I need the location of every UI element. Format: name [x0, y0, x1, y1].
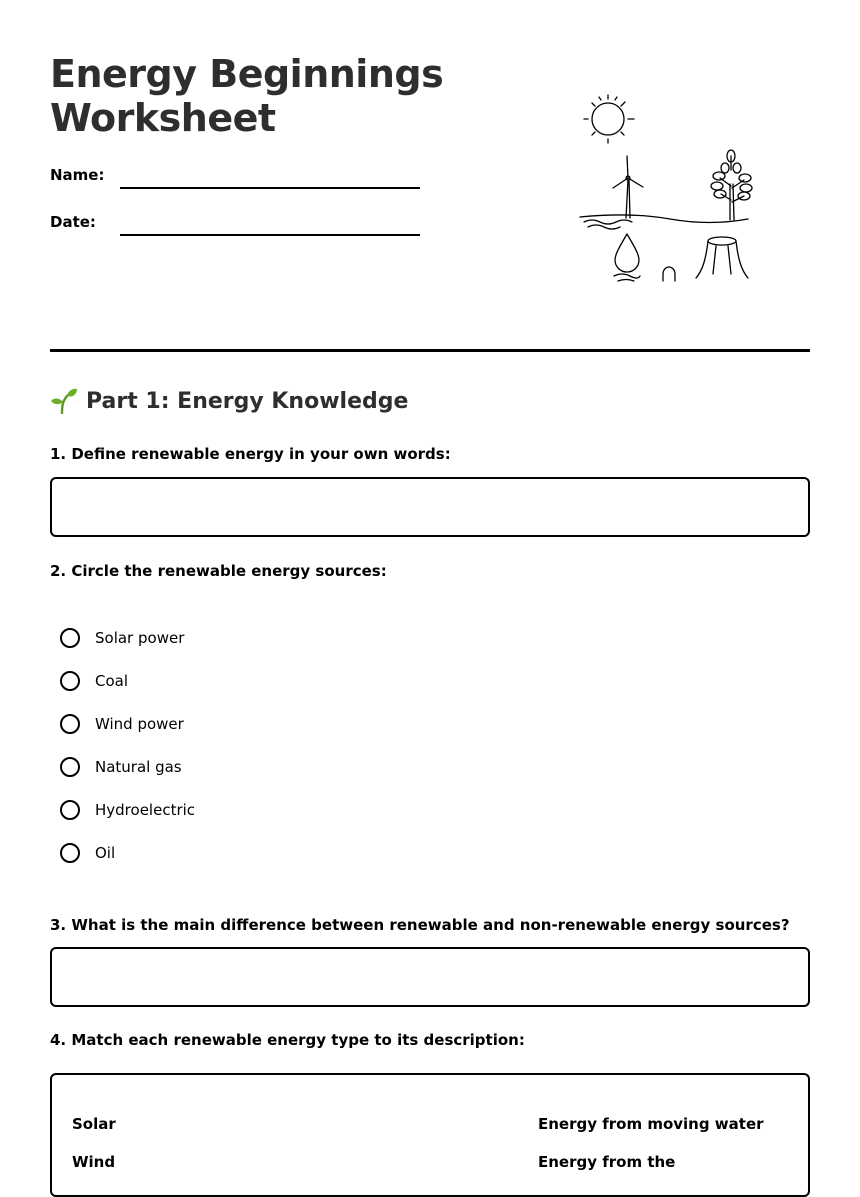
match-term-solar[interactable]: Solar	[72, 1115, 116, 1133]
option-label: Solar power	[95, 629, 185, 647]
question-4: 4. Match each renewable energy type to its description:	[50, 1031, 525, 1049]
matching-box	[50, 1073, 810, 1197]
title-line-1: Energy Beginnings	[50, 52, 444, 96]
date-field-line[interactable]	[120, 234, 420, 236]
small-arch	[663, 267, 675, 281]
question-2: 2. Circle the renewable energy sources:	[50, 562, 387, 580]
ground-water-lines	[580, 215, 748, 229]
name-field-line[interactable]	[120, 187, 420, 189]
title-line-2: Worksheet	[50, 96, 276, 140]
water-drop-icon	[614, 234, 640, 281]
header-divider	[50, 349, 810, 352]
option-oil[interactable]	[60, 841, 115, 865]
energy-illustration	[570, 88, 760, 288]
option-label: Coal	[95, 672, 129, 690]
sun-icon	[584, 95, 634, 143]
part1-heading	[50, 388, 408, 414]
option-label: Wind power	[95, 715, 184, 733]
option-circle[interactable]	[60, 671, 80, 691]
match-description-2[interactable]: Energy from the	[538, 1153, 676, 1171]
match-description-water[interactable]: Energy from moving water	[538, 1115, 764, 1133]
option-solar-power[interactable]	[60, 626, 184, 650]
option-circle[interactable]	[60, 843, 80, 863]
tree-icon	[711, 150, 752, 220]
option-label: Hydroelectric	[95, 801, 196, 819]
option-circle[interactable]	[60, 757, 80, 777]
name-label: Name:	[50, 166, 105, 184]
tree-stump-icon	[696, 237, 748, 278]
option-coal[interactable]	[60, 669, 128, 693]
option-circle[interactable]	[60, 800, 80, 820]
date-label: Date:	[50, 213, 96, 231]
option-circle[interactable]	[60, 714, 80, 734]
worksheet-title	[50, 52, 443, 140]
answer-1-box[interactable]	[50, 477, 810, 537]
question-1: 1. Define renewable energy in your own words:	[50, 445, 451, 463]
wind-turbine-icon	[613, 156, 643, 218]
option-natural-gas[interactable]	[60, 755, 182, 779]
part1-heading-text: Part 1: Energy Knowledge	[86, 388, 409, 414]
answer-3-box[interactable]	[50, 947, 810, 1007]
option-circle[interactable]	[60, 628, 80, 648]
option-wind-power[interactable]	[60, 712, 184, 736]
match-term-wind[interactable]: Wind	[72, 1153, 116, 1171]
option-label: Natural gas	[95, 758, 182, 776]
option-hydroelectric[interactable]	[60, 798, 195, 822]
question-3: 3. What is the main difference between renewable and non-renewable energy sources?	[50, 916, 790, 934]
option-label: Oil	[95, 844, 116, 862]
seedling-icon	[50, 388, 78, 414]
